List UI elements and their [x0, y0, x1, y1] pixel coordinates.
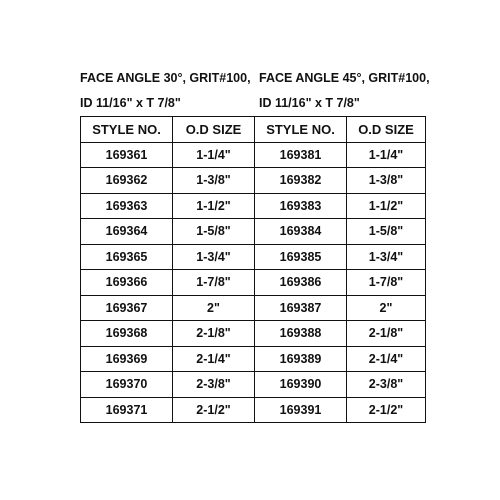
- cell-od-size-45: 2-3/8": [347, 372, 426, 398]
- cell-od-size-45: 2-1/2": [347, 397, 426, 423]
- cell-od-size-30: 1-7/8": [173, 270, 255, 296]
- cell-style-no-45: 169382: [255, 168, 347, 194]
- caption-right-line2: ID 11/16" x T 7/8": [259, 96, 360, 110]
- cell-od-size-45: 1-7/8": [347, 270, 426, 296]
- cell-style-no-45: 169387: [255, 295, 347, 321]
- cell-style-no-30: 169367: [81, 295, 173, 321]
- table-row: [81, 142, 426, 168]
- cell-od-size-45: 2-1/4": [347, 346, 426, 372]
- table-header-row: [81, 117, 426, 143]
- table-body: [81, 142, 426, 423]
- cell-style-no-30: 169362: [81, 168, 173, 194]
- cell-od-size-30: 2-1/8": [173, 321, 255, 347]
- table-row: [81, 270, 426, 296]
- cell-style-no-30: 169371: [81, 397, 173, 423]
- cell-style-no-30: 169366: [81, 270, 173, 296]
- cell-od-size-30: 2": [173, 295, 255, 321]
- cell-style-no-45: 169389: [255, 346, 347, 372]
- cell-od-size-30: 1-5/8": [173, 219, 255, 245]
- cell-style-no-45: 169381: [255, 142, 347, 168]
- cell-od-size-45: 2-1/8": [347, 321, 426, 347]
- cell-style-no-30: 169364: [81, 219, 173, 245]
- cell-od-size-30: 1-3/4": [173, 244, 255, 270]
- cell-style-no-30: 169363: [81, 193, 173, 219]
- table-row: [81, 372, 426, 398]
- cell-od-size-30: 2-3/8": [173, 372, 255, 398]
- caption-right-line1: FACE ANGLE 45°, GRIT#100,: [259, 71, 430, 85]
- cell-style-no-30: 169369: [81, 346, 173, 372]
- cell-style-no-45: 169385: [255, 244, 347, 270]
- cell-od-size-45: 1-1/2": [347, 193, 426, 219]
- cell-od-size-45: 1-1/4": [347, 142, 426, 168]
- cell-style-no-45: 169384: [255, 219, 347, 245]
- cell-style-no-30: 169365: [81, 244, 173, 270]
- cell-style-no-30: 169361: [81, 142, 173, 168]
- cell-style-no-30: 169368: [81, 321, 173, 347]
- cell-od-size-45: 1-3/4": [347, 244, 426, 270]
- cell-od-size-30: 2-1/4": [173, 346, 255, 372]
- cell-od-size-30: 2-1/2": [173, 397, 255, 423]
- header-od-size-30: O.D SIZE: [173, 117, 255, 143]
- cell-style-no-45: 169383: [255, 193, 347, 219]
- table-row: [81, 244, 426, 270]
- cell-style-no-45: 169391: [255, 397, 347, 423]
- cell-od-size-30: 1-1/2": [173, 193, 255, 219]
- cell-od-size-45: 2": [347, 295, 426, 321]
- table-row: [81, 295, 426, 321]
- cell-style-no-45: 169386: [255, 270, 347, 296]
- header-od-size-45: O.D SIZE: [347, 117, 426, 143]
- table-row: [81, 321, 426, 347]
- cell-style-no-45: 169390: [255, 372, 347, 398]
- cell-style-no-45: 169388: [255, 321, 347, 347]
- cell-od-size-45: 1-3/8": [347, 168, 426, 194]
- spec-table: [80, 116, 426, 423]
- cell-style-no-30: 169370: [81, 372, 173, 398]
- cell-od-size-30: 1-1/4": [173, 142, 255, 168]
- table-row: [81, 397, 426, 423]
- table-row: [81, 219, 426, 245]
- table-row: [81, 193, 426, 219]
- header-style-no-30: STYLE NO.: [81, 117, 173, 143]
- cell-od-size-45: 1-5/8": [347, 219, 426, 245]
- table-row: [81, 168, 426, 194]
- cell-od-size-30: 1-3/8": [173, 168, 255, 194]
- caption-left-line1: FACE ANGLE 30°, GRIT#100,: [80, 71, 251, 85]
- header-style-no-45: STYLE NO.: [255, 117, 347, 143]
- caption-left-line2: ID 11/16" x T 7/8": [80, 96, 181, 110]
- table-row: [81, 346, 426, 372]
